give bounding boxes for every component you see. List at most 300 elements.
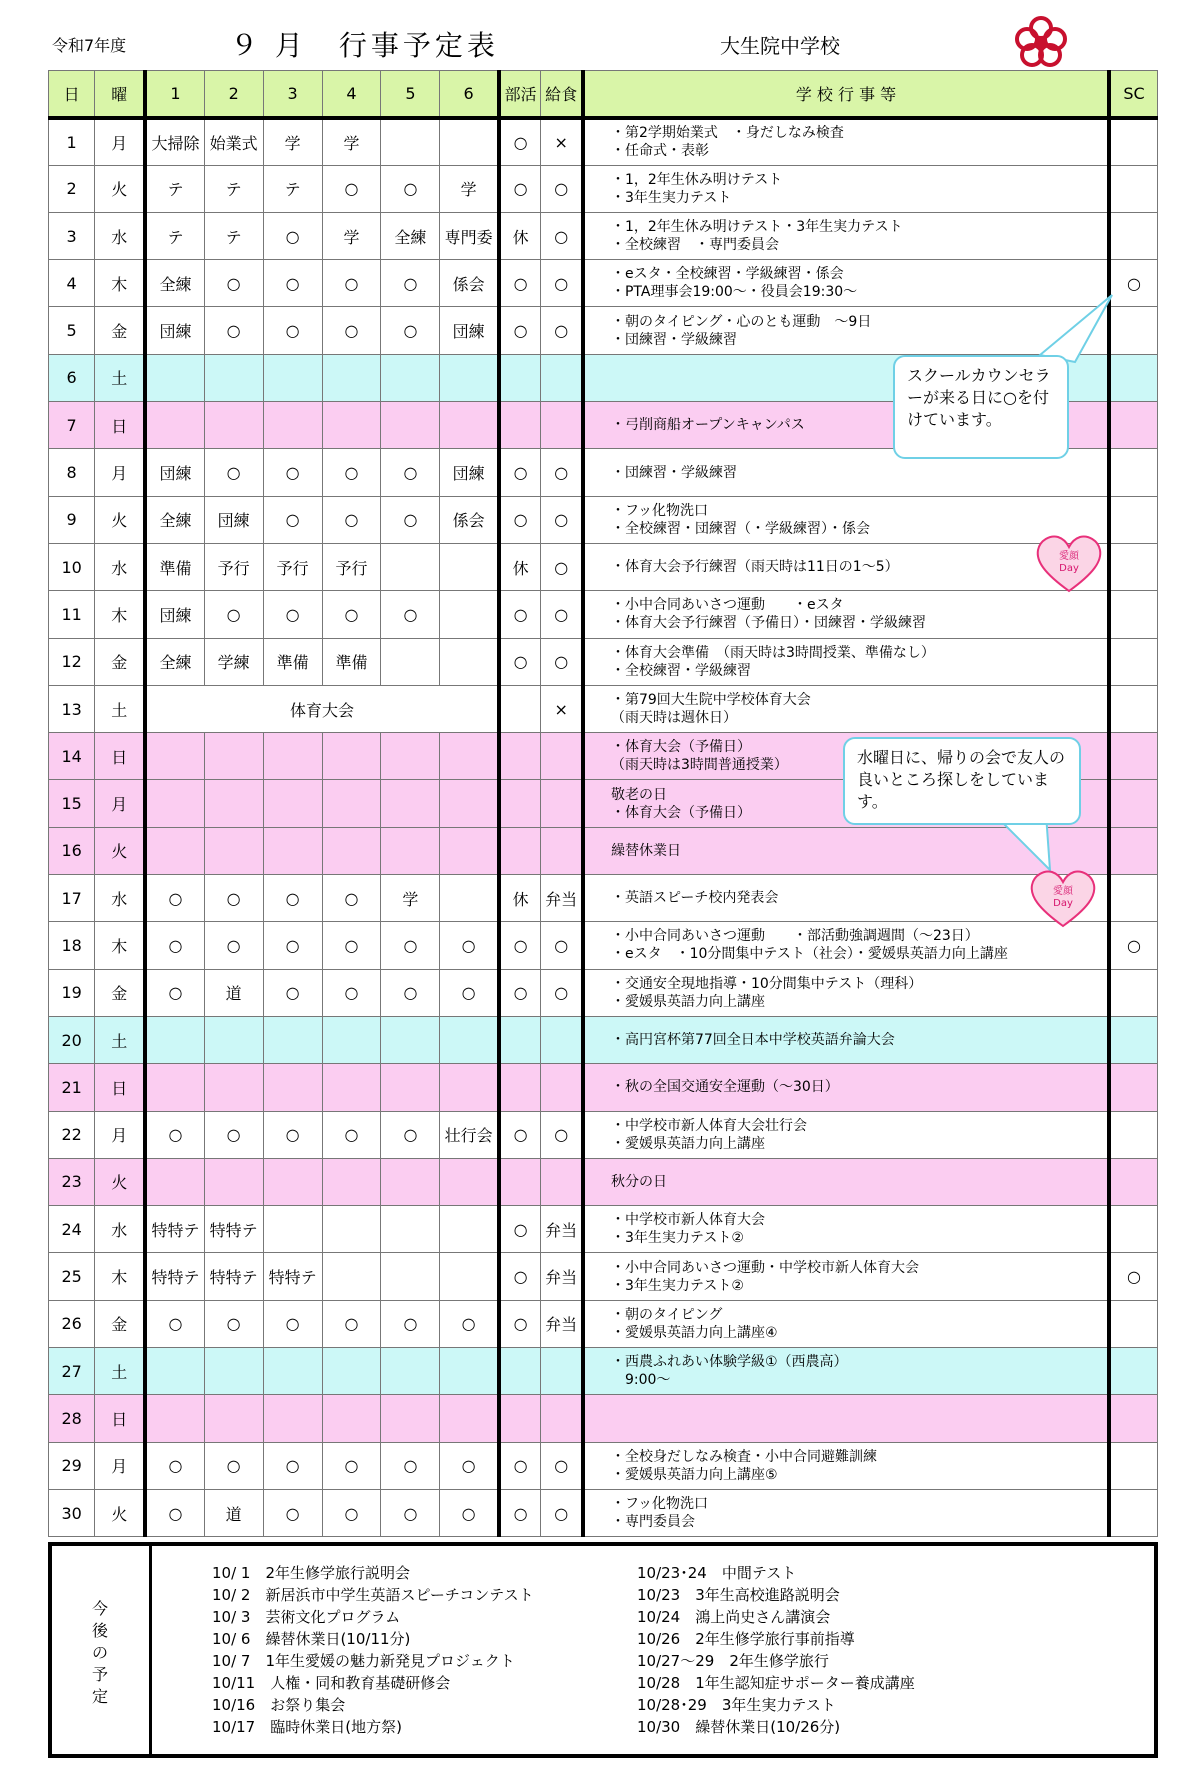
school-lunch: 弁当	[541, 1253, 583, 1300]
sc-note-bubble: スクールカウンセラーが来る日に○を付けています。	[893, 355, 1069, 459]
period-6	[440, 591, 499, 638]
school-events	[583, 1489, 1109, 1536]
club-activity: ○	[499, 922, 541, 969]
period-4: ○	[322, 875, 381, 922]
club-activity: ○	[499, 1253, 541, 1300]
table-row	[49, 165, 1158, 212]
day-number: 24	[49, 1206, 95, 1253]
school-events	[583, 685, 1109, 732]
period-6	[440, 118, 499, 165]
table-row	[49, 591, 1158, 638]
event-line: ・任命式・表彰	[610, 143, 709, 160]
event-line: （雨天時は週休日）	[610, 710, 737, 726]
club-activity	[499, 827, 541, 874]
page-header	[0, 0, 1200, 80]
weekday: 月	[95, 118, 146, 165]
event-line: 繰替休業日	[610, 842, 681, 859]
future-list-right	[637, 1562, 915, 1738]
event-line: 秋分の日	[610, 1173, 667, 1190]
table-row	[49, 1395, 1158, 1442]
day-number: 7	[49, 402, 95, 449]
school-counselor: ○	[1109, 260, 1157, 307]
weekday: 火	[95, 827, 146, 874]
table-row	[49, 1064, 1158, 1111]
school-lunch	[541, 1348, 583, 1395]
period-4	[322, 354, 381, 401]
column-header: 5	[381, 71, 440, 118]
period-4: ○	[322, 307, 381, 354]
event-line: ・PTA理事会19:00～・役員会19:30～	[610, 284, 858, 301]
school-counselor	[1109, 1016, 1157, 1063]
club-activity: ○	[499, 118, 541, 165]
period-5: 学	[381, 875, 440, 922]
period-6: ○	[440, 1300, 499, 1347]
column-header: 6	[440, 71, 499, 118]
day-number: 18	[49, 922, 95, 969]
school-logo-icon	[1010, 14, 1072, 70]
period-5	[381, 354, 440, 401]
period-1: ○	[145, 969, 204, 1016]
period-4	[322, 1016, 381, 1063]
school-events	[583, 1158, 1109, 1205]
period-3: ○	[263, 1300, 322, 1347]
weekday: 土	[95, 1016, 146, 1063]
period-2	[204, 402, 263, 449]
period-4	[322, 1253, 381, 1300]
column-header: 給食	[541, 71, 583, 118]
weekday: 日	[95, 1395, 146, 1442]
period-3	[263, 354, 322, 401]
school-events	[583, 543, 1109, 590]
event-line: ・団練習・学級練習	[610, 464, 737, 481]
table-row	[49, 875, 1158, 922]
period-4: ○	[322, 969, 381, 1016]
period-2: 団練	[204, 496, 263, 543]
period-1: ○	[145, 875, 204, 922]
future-item: 10/16 お祭り集会	[212, 1696, 346, 1714]
period-4: ○	[322, 1300, 381, 1347]
event-line: ・全校身だしなみ検査・小中合同避難訓練	[610, 1448, 877, 1465]
future-item: 10/23･24 中間テスト	[637, 1564, 797, 1582]
period-1	[145, 1348, 204, 1395]
period-6: ○	[440, 969, 499, 1016]
school-counselor	[1109, 307, 1157, 354]
school-events	[583, 118, 1109, 165]
period-3: ○	[263, 260, 322, 307]
period-3	[263, 780, 322, 827]
club-activity	[499, 1016, 541, 1063]
event-line: ・愛媛県英語力向上講座	[610, 1135, 765, 1152]
day-number: 22	[49, 1111, 95, 1158]
period-1	[145, 402, 204, 449]
period-5	[381, 543, 440, 590]
event-line: ・中学校市新人体育大会壮行会	[610, 1117, 807, 1134]
event-line: ・愛媛県英語力向上講座④	[610, 1324, 778, 1341]
future-item: 10/24 鴻上尚史さん講演会	[637, 1608, 831, 1626]
club-activity	[499, 733, 541, 780]
period-3: テ	[263, 165, 322, 212]
period-5: ○	[381, 1111, 440, 1158]
event-line: ・体育大会準備 （雨天時は3時間授業、準備なし）	[610, 644, 935, 661]
period-1	[145, 827, 204, 874]
period-1	[145, 1064, 204, 1111]
period-2: ○	[204, 922, 263, 969]
weekday: 金	[95, 1300, 146, 1347]
event-line: ・体育大会（予備日）	[610, 804, 751, 821]
school-events	[583, 638, 1109, 685]
event-line: ・体育大会（予備日）	[610, 739, 751, 756]
period-6: ○	[440, 1489, 499, 1536]
weekday: 火	[95, 165, 146, 212]
club-activity: ○	[499, 591, 541, 638]
school-counselor: ○	[1109, 922, 1157, 969]
column-header: 2	[204, 71, 263, 118]
period-5	[381, 638, 440, 685]
school-lunch: ○	[541, 638, 583, 685]
period-4: ○	[322, 449, 381, 496]
table-row	[49, 1348, 1158, 1395]
club-activity	[499, 1064, 541, 1111]
period-5: ○	[381, 969, 440, 1016]
weekday: 木	[95, 922, 146, 969]
school-events	[583, 307, 1109, 354]
school-lunch: ○	[541, 449, 583, 496]
school-counselor	[1109, 827, 1157, 874]
period-1: 全練	[145, 496, 204, 543]
period-6: 係会	[440, 260, 499, 307]
event-line: ・3年生実力テスト②	[610, 1277, 744, 1294]
school-events	[583, 591, 1109, 638]
wednesday-note-bubble: 水曜日に、帰りの会で友人の良いところ探しをしています。	[843, 737, 1081, 825]
event-line: ・小中合同あいさつ運動 ・部活動強調週間（～23日）	[610, 928, 979, 945]
event-line: （雨天時は3時間普通授業）	[610, 757, 788, 774]
period-4: ○	[322, 1489, 381, 1536]
club-activity	[499, 402, 541, 449]
table-row	[49, 1158, 1158, 1205]
period-2: テ	[204, 165, 263, 212]
club-activity: ○	[499, 969, 541, 1016]
period-6	[440, 733, 499, 780]
future-item: 10/28･29 3年生実力テスト	[637, 1696, 836, 1714]
school-lunch: ×	[541, 685, 583, 732]
period-3	[263, 1016, 322, 1063]
period-4: ○	[322, 1442, 381, 1489]
event-line: ・全校練習・団練習（・学級練習）・係会	[610, 520, 870, 537]
period-2: 道	[204, 1489, 263, 1536]
period-3: ○	[263, 1489, 322, 1536]
school-counselor	[1109, 118, 1157, 165]
period-6: 団練	[440, 307, 499, 354]
period-4: 学	[322, 118, 381, 165]
period-1	[145, 780, 204, 827]
aigao-day-heart-icon: 愛顔 Day	[1034, 533, 1104, 595]
period-5: ○	[381, 922, 440, 969]
period-5	[381, 118, 440, 165]
period-6	[440, 1064, 499, 1111]
future-schedule	[48, 1542, 1158, 1758]
weekday: 月	[95, 780, 146, 827]
school-counselor	[1109, 212, 1157, 259]
period-6: 団練	[440, 449, 499, 496]
period-5	[381, 1158, 440, 1205]
period-4: 準備	[322, 638, 381, 685]
weekday: 金	[95, 638, 146, 685]
period-1: 特特テ	[145, 1206, 204, 1253]
day-number: 16	[49, 827, 95, 874]
school-lunch	[541, 827, 583, 874]
school-lunch: ○	[541, 591, 583, 638]
period-1: ○	[145, 1489, 204, 1536]
table-row	[49, 1442, 1158, 1489]
period-3: ○	[263, 1442, 322, 1489]
period-5	[381, 1348, 440, 1395]
club-activity: 休	[499, 875, 541, 922]
future-item: 10/27～29 2年生修学旅行	[637, 1652, 829, 1670]
day-number: 20	[49, 1016, 95, 1063]
period-6	[440, 875, 499, 922]
school-lunch: ○	[541, 212, 583, 259]
event-line: ・専門委員会	[610, 1514, 695, 1531]
event-line: ・第2学期始業式 ・身だしなみ検査	[610, 125, 844, 142]
event-line: ・小中合同あいさつ運動・中学校市新人体育大会	[610, 1259, 919, 1276]
club-activity: ○	[499, 165, 541, 212]
day-number: 28	[49, 1395, 95, 1442]
period-1: 全練	[145, 638, 204, 685]
period-3	[263, 1395, 322, 1442]
period-3	[263, 1064, 322, 1111]
period-4	[322, 1158, 381, 1205]
table-row	[49, 307, 1158, 354]
future-label: 今後の予定	[52, 1546, 152, 1754]
school-lunch: ○	[541, 260, 583, 307]
school-events	[583, 260, 1109, 307]
column-header: 日	[49, 71, 95, 118]
period-4	[322, 827, 381, 874]
school-counselor	[1109, 1158, 1157, 1205]
event-line: ・愛媛県英語力向上講座⑤	[610, 1466, 778, 1483]
period-3	[263, 733, 322, 780]
period-4	[322, 1348, 381, 1395]
weekday: 土	[95, 1348, 146, 1395]
period-4: ○	[322, 496, 381, 543]
table-row	[49, 922, 1158, 969]
period-2: 特特テ	[204, 1253, 263, 1300]
period-2	[204, 1395, 263, 1442]
period-2	[204, 1016, 263, 1063]
period-1: 団練	[145, 307, 204, 354]
event-line: ・eスタ ・10分間集中テスト（社会）・愛媛県英語力向上講座	[610, 946, 1008, 963]
school-counselor	[1109, 1064, 1157, 1111]
period-2: テ	[204, 212, 263, 259]
weekday: 月	[95, 1111, 146, 1158]
weekday: 水	[95, 875, 146, 922]
period-6	[440, 1016, 499, 1063]
club-activity: ○	[499, 1489, 541, 1536]
school-counselor	[1109, 543, 1157, 590]
weekday: 土	[95, 685, 146, 732]
school-events	[583, 165, 1109, 212]
club-activity	[499, 354, 541, 401]
period-6	[440, 354, 499, 401]
table-row	[49, 1111, 1158, 1158]
club-activity: 休	[499, 212, 541, 259]
period-3: ○	[263, 875, 322, 922]
weekday: 水	[95, 543, 146, 590]
day-number: 14	[49, 733, 95, 780]
period-2: 道	[204, 969, 263, 1016]
school-lunch	[541, 733, 583, 780]
column-header: 曜	[95, 71, 146, 118]
school-counselor	[1109, 1395, 1157, 1442]
day-number: 8	[49, 449, 95, 496]
period-6	[440, 402, 499, 449]
day-number: 10	[49, 543, 95, 590]
period-5	[381, 1064, 440, 1111]
event-line: ・1，2年生休み明けテスト・3年生実力テスト	[610, 219, 903, 236]
school-counselor	[1109, 402, 1157, 449]
club-activity: ○	[499, 638, 541, 685]
future-item: 10/ 2 新居浜市中学生英語スピーチコンテスト	[212, 1586, 534, 1604]
school-lunch: ×	[541, 118, 583, 165]
weekday: 火	[95, 1489, 146, 1536]
event-line: ・愛媛県英語力向上講座	[610, 993, 765, 1010]
period-1	[145, 1158, 204, 1205]
future-item: 10/ 6 繰替休業日(10/11分)	[212, 1630, 411, 1648]
day-number: 23	[49, 1158, 95, 1205]
school-events	[583, 1111, 1109, 1158]
event-line: ・全校練習 ・専門委員会	[610, 237, 779, 254]
period-6: 係会	[440, 496, 499, 543]
day-number: 1	[49, 118, 95, 165]
school-lunch: ○	[541, 1442, 583, 1489]
school-lunch: 弁当	[541, 875, 583, 922]
table-row	[49, 969, 1158, 1016]
period-5	[381, 402, 440, 449]
event-line: ・高円宮杯第77回全日本中学校英語弁論大会	[610, 1032, 895, 1049]
period-1	[145, 1016, 204, 1063]
school-counselor	[1109, 165, 1157, 212]
club-activity	[499, 1348, 541, 1395]
event-line: ・eスタ・全校練習・学級練習・係会	[610, 266, 844, 283]
page-title: ９ 月 行事予定表	[230, 29, 499, 62]
school-lunch	[541, 402, 583, 449]
school-counselor	[1109, 449, 1157, 496]
day-number: 13	[49, 685, 95, 732]
period-4: ○	[322, 922, 381, 969]
period-5	[381, 827, 440, 874]
period-4	[322, 780, 381, 827]
period-2: ○	[204, 449, 263, 496]
period-1: 団練	[145, 449, 204, 496]
club-activity: ○	[499, 449, 541, 496]
period-merged: 体育大会	[145, 685, 499, 732]
table-header-row	[49, 71, 1158, 118]
school-lunch: ○	[541, 496, 583, 543]
weekday: 土	[95, 354, 146, 401]
school-events	[583, 496, 1109, 543]
table-row	[49, 1300, 1158, 1347]
fiscal-year: 令和7年度	[52, 36, 127, 55]
period-2: ○	[204, 307, 263, 354]
period-3: ○	[263, 449, 322, 496]
school-counselor	[1109, 1442, 1157, 1489]
day-number: 15	[49, 780, 95, 827]
school-lunch: 弁当	[541, 1206, 583, 1253]
period-1: 大掃除	[145, 118, 204, 165]
event-line: ・第79回大生院中学校体育大会	[610, 692, 811, 708]
table-row	[49, 1489, 1158, 1536]
club-activity: 休	[499, 543, 541, 590]
future-item: 10/30 繰替休業日(10/26分)	[637, 1718, 841, 1736]
event-line: 敬老の日	[610, 786, 667, 803]
period-1: ○	[145, 922, 204, 969]
period-5	[381, 733, 440, 780]
day-number: 3	[49, 212, 95, 259]
club-activity	[499, 1395, 541, 1442]
period-6	[440, 827, 499, 874]
school-lunch	[541, 354, 583, 401]
period-3: ○	[263, 591, 322, 638]
period-5: ○	[381, 1442, 440, 1489]
period-3: ○	[263, 496, 322, 543]
event-line: ・中学校市新人体育大会	[610, 1212, 765, 1229]
weekday: 水	[95, 1206, 146, 1253]
table-row	[49, 1253, 1158, 1300]
club-activity: ○	[499, 307, 541, 354]
period-2	[204, 354, 263, 401]
weekday: 水	[95, 212, 146, 259]
club-activity	[499, 1158, 541, 1205]
future-item: 10/26 2年生修学旅行事前指導	[637, 1630, 855, 1648]
period-6: ○	[440, 922, 499, 969]
event-line: ・3年生実力テスト	[610, 189, 732, 206]
period-3	[263, 1158, 322, 1205]
club-activity: ○	[499, 496, 541, 543]
school-lunch: ○	[541, 165, 583, 212]
period-3: ○	[263, 307, 322, 354]
school-events	[583, 1348, 1109, 1395]
club-activity: ○	[499, 1300, 541, 1347]
period-1: 準備	[145, 543, 204, 590]
school-counselor	[1109, 780, 1157, 827]
school-lunch: ○	[541, 543, 583, 590]
school-events	[583, 1253, 1109, 1300]
day-number: 2	[49, 165, 95, 212]
future-item: 10/23 3年生高校進路説明会	[637, 1586, 840, 1604]
school-counselor	[1109, 638, 1157, 685]
weekday: 木	[95, 260, 146, 307]
column-header: 4	[322, 71, 381, 118]
period-3	[263, 402, 322, 449]
school-lunch	[541, 780, 583, 827]
event-line: ・体育大会予行練習（雨天時は11日の1～5）	[610, 559, 899, 576]
weekday: 月	[95, 1442, 146, 1489]
table-row	[49, 1206, 1158, 1253]
future-item: 10/28 1年生認知症サポーター養成講座	[637, 1674, 915, 1692]
club-activity	[499, 685, 541, 732]
column-header: 1	[145, 71, 204, 118]
period-5: ○	[381, 307, 440, 354]
period-3	[263, 827, 322, 874]
weekday: 木	[95, 1253, 146, 1300]
event-line: ・交通安全現地指導・10分間集中テスト（理科）	[610, 975, 923, 992]
day-number: 12	[49, 638, 95, 685]
event-line: ・体育大会予行練習（予備日）・団練習・学級練習	[610, 615, 926, 632]
period-5: 全練	[381, 212, 440, 259]
period-2: 始業式	[204, 118, 263, 165]
period-6: 専門委	[440, 212, 499, 259]
period-2: ○	[204, 1300, 263, 1347]
